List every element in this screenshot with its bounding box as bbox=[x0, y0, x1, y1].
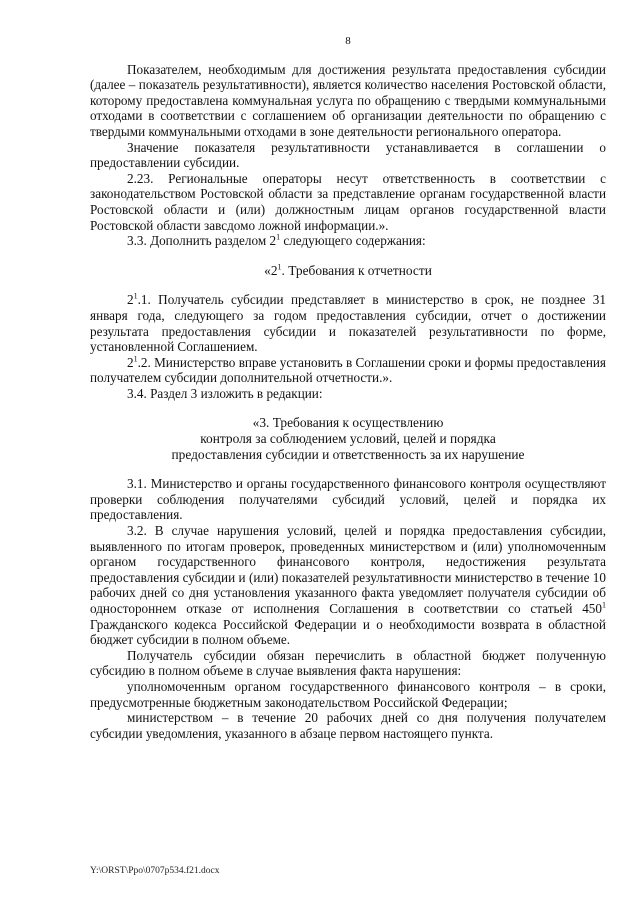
paragraph-2-1-2 bbox=[90, 355, 606, 386]
text-fragment: 3.2. В случае нарушения условий, целей и порядка предоставления субсидии, выявленного по итогам проверок, проведенных министерством и (или) уполномоченным органом государственного финансового контроля, недостижения результата предоставления субсидии и (или) показателей результативности министерство в течение 10 рабочих дней со дня установления указанного факта уведомляет получателя субсидии об одностороннем отказе от исполнения Соглашения в соответствии со статьей 450 bbox=[90, 523, 606, 616]
text-fragment: . Требования к отчетности bbox=[281, 262, 432, 278]
superscript: 1 bbox=[276, 232, 281, 242]
document-page bbox=[90, 34, 606, 741]
paragraph-3-1: 3.1. Министерство и органы государственного финансового контроля осуществляют проверки соблюдения получателями субсидий условий, целей и порядка их предоставления. bbox=[90, 476, 606, 523]
text-fragment: Гражданского кодекса Российской Федерации и о необходимости возврата в областной бюджет субсидии в полном объеме. bbox=[90, 616, 606, 648]
text-fragment: следующего содержания: bbox=[280, 233, 426, 249]
paragraph-indicator-value: Значение показателя результативности устанавливается в соглашении о предоставлении субсидии. bbox=[90, 139, 606, 171]
section-heading-3 bbox=[90, 415, 606, 462]
text-fragment: .2. Министерство вправе установить в Соглашении сроки и формы предоставления получателем субсидии дополнительной отчетности.». bbox=[90, 354, 606, 386]
superscript: 1 bbox=[602, 600, 606, 610]
text-fragment: 2 bbox=[127, 292, 134, 308]
paragraph-2-23: 2.23. Региональные операторы несут ответственность в соответствии с законодательством Ростовской области за представление органам государственной власти Ростовской области и (или) должностным лицам органов государственной власти Ростовской области завсдомо ложной информации.». bbox=[90, 170, 606, 233]
paragraph-3-2 bbox=[90, 523, 606, 648]
heading-line: предоставления субсидии и ответственность за их нарушение bbox=[171, 446, 525, 462]
paragraph-return-obligation: Получатель субсидии обязан перечислить в областной бюджет полученную субсидию в полном объеме в случае выявления факта нарушения: bbox=[90, 647, 606, 679]
paragraph-ministry: министерством – в течение 20 рабочих дней со дня получения получателем субсидии уведомления, указанного в абзаце первом настоящего пункта. bbox=[90, 710, 606, 741]
section-heading-2-1 bbox=[90, 263, 606, 279]
superscript: 1 bbox=[133, 354, 138, 364]
paragraph-control-body: уполномоченным органом государственного финансового контроля – в сроки, предусмотренные бюджетным законодательством Российской Федерации; bbox=[90, 678, 606, 710]
heading-line: контроля за соблюдением условий, целей и порядка bbox=[200, 431, 496, 447]
text-fragment: «2 bbox=[264, 262, 278, 278]
superscript: 1 bbox=[277, 262, 282, 272]
paragraph-3-4: 3.4. Раздел 3 изложить в редакции: bbox=[127, 385, 323, 401]
text-fragment: 3.3. Дополнить разделом 2 bbox=[127, 233, 277, 249]
heading-line: «3. Требования к осуществлению bbox=[252, 415, 444, 431]
text-fragment: .1. Получатель субсидии представляет в министерство в срок, не позднее 31 января года, следующего за годом предоставления субсидии, отчет о достижении результата предоставления субсидии и показателей результативности по форме, установленной Соглашением. bbox=[90, 292, 606, 355]
paragraph-indicator: Показателем, необходимым для достижения результата предоставления субсидии (далее – показатель результативности), является количество населения Ростовской области, которому предоставлена коммунальная услуга по обращению с твердыми коммунальными отходами в соответствии с соглашением об организации деятельности по обращению с твердыми коммунальными отходами в зоне деятельности регионального оператора. bbox=[90, 61, 606, 139]
paragraph-2-1-1 bbox=[90, 292, 606, 354]
paragraph-3-3 bbox=[90, 233, 606, 249]
page-number: 8 bbox=[345, 35, 351, 47]
text-fragment: 2 bbox=[127, 354, 134, 370]
superscript: 1 bbox=[133, 291, 138, 301]
footer-file-path: Y:\ORST\Ppo\0707p534.f21.docx bbox=[90, 866, 220, 876]
